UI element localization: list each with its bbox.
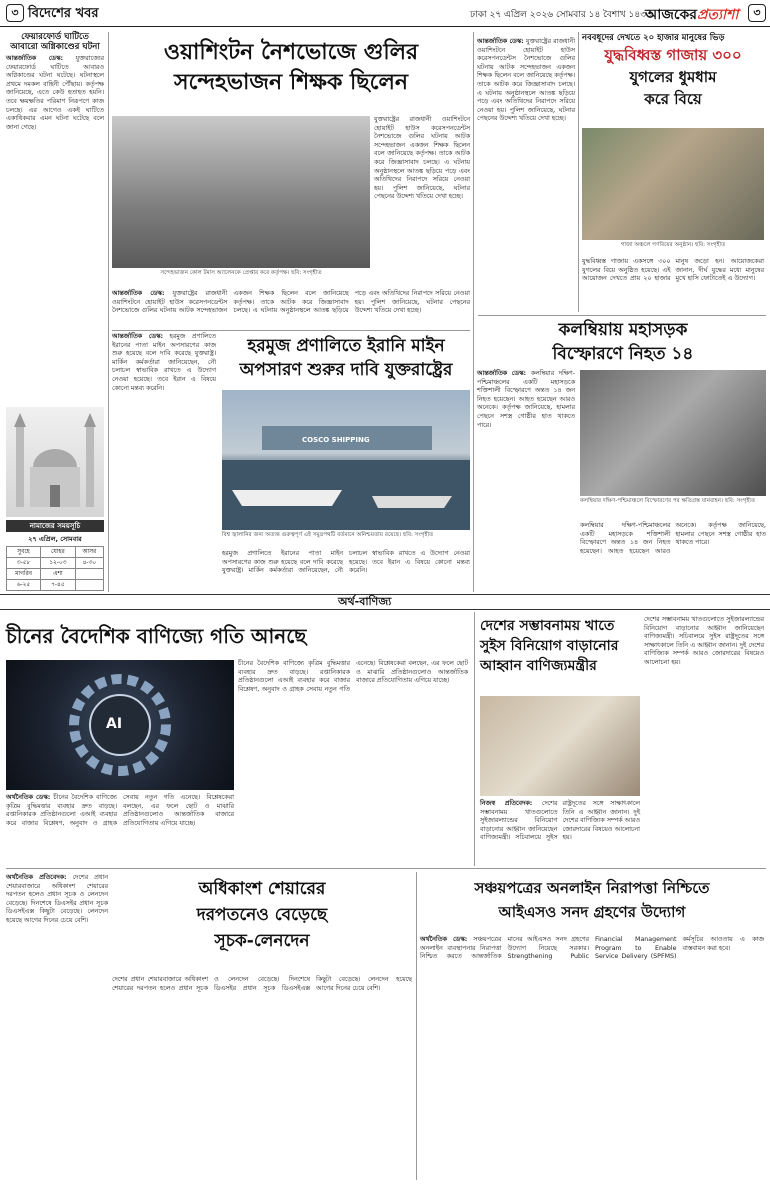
- lead-headline-line2: সন্দেহভাজন শিক্ষক ছিলেন: [173, 70, 408, 95]
- page-number-right: ৩: [748, 4, 766, 22]
- gaza-headline: [582, 32, 764, 124]
- ai-dateline: অর্থনৈতিক ডেস্ক:: [6, 794, 51, 801]
- swiss-dateline: নিজস্ব প্রতিবেদক:: [480, 800, 533, 807]
- left-column: [6, 32, 104, 592]
- savings-headline: [420, 876, 764, 932]
- lead-headline: [112, 38, 470, 114]
- savings-body: [420, 936, 764, 1179]
- hormuz-headline-line2: অপসারণ শুরুর দাবি যুক্তরাষ্ট্রের: [239, 360, 453, 380]
- left-headline: ফেয়ারফোর্ড ঘাটিতে আবারো অগ্নিকাণ্ডের ঘটনা: [10, 32, 100, 52]
- swiss-headline-line2: সুইস বিনিয়োগ বাড়ানোর: [480, 638, 619, 654]
- section-band: [0, 594, 770, 610]
- page-header: [0, 0, 770, 27]
- lead-body-bottom: [112, 290, 470, 328]
- lead-image: [112, 116, 370, 268]
- left-body: [6, 55, 104, 395]
- prayer-row: মাগরিব এশা: [7, 569, 104, 580]
- gaza-kicker: নববধূদের দেখতে ২০ হাজার মানুষের ভিড়: [582, 33, 725, 43]
- prayer-table: [6, 546, 104, 591]
- hormuz-body-bottom: হরমুজ প্রণালিতে ইরানের পাতা মাইন অপসারণের কাজ শুরু হয়েছে বলে দাবি করেছে যুক্তরাষ্ট্র। মার্কিন কর্মকর্তারা জানিয়েছেন, নৌ চলাচল স্বাভাবিক রাখতে এ উদ্যোগ নেওয়া হয়েছে। তবে ইরান এ বিষয়ে কোনো মন্তব্য করেনি।: [222, 550, 470, 575]
- colombia-headline-line1: কলম্বিয়ায় মহাসড়ক: [558, 320, 688, 340]
- share-headline-line1: অধিকাংশ শেয়ারের: [198, 879, 326, 899]
- swiss-body-text: দেশের সম্ভাবনাময় খাতগুলোতে সুইজারল্যান্ডের বিনিয়োগ বাড়ানোর আহ্বান জানিয়েছেন বাণিজ্যমন্ত্রী। সচিবালয়ে সুইস রাষ্ট্রদূতের সঙ্গে সাক্ষাৎকালে তিনি এ আহ্বান জানান। দুই দেশের বাণিজ্যিক সম্পর্ক আরও জোরদারের বিষয়েও আলোচনা হয়।: [480, 800, 640, 842]
- date-line: ঢাকা ২৭ এপ্রিল ২০২৬ সোমবার ১৪ বৈশাখ ১৪৩৩: [470, 10, 652, 20]
- page-number: ৩: [6, 4, 24, 22]
- swiss-body-right: দেশের সম্ভাবনাময় খাতগুলোতে সুইজারল্যান্ডের বিনিয়োগ বাড়ানোর আহ্বান জানিয়েছেন বাণিজ্যমন্ত্রী। সচিবালয়ে সুইস রাষ্ট্রদূতের সঙ্গে সাক্ষাৎকালে তিনি এ আহ্বান জানান। দুই দেশের বাণিজ্যিক সম্পর্ক আরও জোরদারের বিষয়েও আলোচনা হয়।: [644, 616, 764, 666]
- prayer-row: ৩-৫৮ ১২-০৩ ৪-৩০: [7, 558, 104, 569]
- swiss-headline-line1: দেশের সম্ভাবনাময় খাতে: [480, 618, 615, 634]
- hormuz-body-left: [112, 333, 216, 592]
- savings-headline-line2: আইএসও সনদ গ্রহণের উদ্যোগ: [498, 903, 686, 921]
- ai-body-right: চীনের বৈদেশিক বাণিজ্যে কৃত্রিম বুদ্ধিমত্তার ব্যবহার দ্রুত বাড়ছে। রপ্তানিকারক প্রতিষ্ঠানগুলো এআই ব্যবহার করে বাজার বিশ্লেষণ, অনুবাদ ও গ্রাহক সেবায় নতুন গতি এনেছে। বিশ্লেষকেরা বলছেন, এর ফলে ছোট ও মাঝারি প্রতিষ্ঠানগুলোও আন্তর্জাতিক বাজারে প্রতিযোগিতায় এগিয়ে যাচ্ছে।: [238, 660, 468, 693]
- left-body-text: যুক্তরাজ্যের ফেয়ারফোর্ড ঘাটিতে আবারও অগ্নিকাণ্ডের ঘটনা ঘটেছে। ঘটনাস্থলে প্রথমে দমকল বাহিনী পৌঁছায়। কর্তৃপক্ষ জানিয়েছে, এতে কেউ হতাহত হয়নি। তবে ক্ষয়ক্ষতির পরিমাণ নিরূপণে কাজ চলছে। এর আগেও একই ঘাটিতে একাধিকবার এমন ঘটনা ঘটেছে বলে জানা গেছে।: [6, 55, 104, 131]
- savings-body-text: সঞ্চয়পত্রের অনলাইন ব্যবস্থাপনার নিরাপত্তা নিশ্চিত করতে আন্তর্জাতিক মানের আইএসও সনদ গ্রহণের উদ্যোগ নিয়েছে সরকার। Strengthening Public Financial Management Program to Enable Service Delivery (SPFMS) কর্মসূচির আওতায় এ কাজ বাস্তবায়ন করা হবে।: [420, 936, 764, 961]
- ai-body-text: চীনের বৈদেশিক বাণিজ্যে কৃত্রিম বুদ্ধিমত্তার ব্যবহার দ্রুত বাড়ছে। রপ্তানিকারক প্রতিষ্ঠানগুলো এআই ব্যবহার করে বাজার বিশ্লেষণ, অনুবাদ ও গ্রাহক সেবায় নতুন গতি এনেছে। বিশ্লেষকেরা বলছেন, এর ফলে ছোট ও মাঝারি প্রতিষ্ঠানগুলোও আন্তর্জাতিক বাজারে প্রতিযোগিতায় এগিয়ে যাচ্ছে।: [6, 794, 234, 827]
- colombia-headline-line2: বিস্ফোরণে নিহত ১৪: [552, 344, 694, 364]
- hormuz-caption: বিশ্ব জ্বালানির জন্য অত্যন্ত গুরুত্বপূর্ণ এই সমুদ্রপথটি বর্তমানে অনিশ্চয়তায় রয়েছে। ছবি: সংগৃহীত: [222, 532, 434, 538]
- mid-column-body: আন্তর্জাতিক ডেস্ক: যুক্তরাষ্ট্রের রাজধানী ওয়াশিংটনে হোয়াইট হাউস করেসপনডেন্টস নৈশভোজে গুলির ঘটনায় আটক সন্দেহভাজন একজন শিক্ষক ছিলেন বলে জানিয়েছে কর্তৃপক্ষ। তাকে আটক করে জিজ্ঞাসাবাদ চলছে। এ ঘটনায় অনুষ্ঠানস্থলে আতঙ্ক ছড়িয়ে পড়ে এবং অতিথিদের নিরাপদে সরিয়ে নেওয়া হয়। পুলিশ জানিয়েছে, ঘটনার পেছনের উদ্দেশ্য খতিয়ে দেখা হচ্ছে।: [477, 38, 575, 123]
- left-dateline: আন্তর্জাতিক ডেস্ক:: [6, 55, 63, 62]
- lead-caption: সন্দেহভাজন কোল টমাস অ্যালেনকে প্রেপ্তার করে কর্তৃপক্ষ। ছবি: সংগৃহীত: [160, 270, 322, 276]
- share-body-text: দেশের প্রধান শেয়ারবাজারে অধিকাংশ শেয়ারের দরপতন হলেও প্রধান সূচক ও লেনদেন বেড়েছে। দিনশেষে ডিএসইর প্রধান সূচক ডিএসইএক্স কিছুটা বেড়েছে। লেনদেন হয়েছে আগের দিনের চেয়ে বেশি।: [6, 874, 108, 924]
- ship-icon: [222, 390, 470, 530]
- hormuz-body-text: হরমুজ প্রণালিতে ইরানের পাতা মাইন অপসারণের কাজ শুরু হয়েছে বলে দাবি করেছে যুক্তরাষ্ট্র। মার্কিন কর্মকর্তারা জানিয়েছেন, নৌ চলাচল স্বাভাবিক রাখতে এ উদ্যোগ নেওয়া হয়েছে। তবে ইরান এ বিষয়ে কোনো মন্তব্য করেনি।: [112, 333, 216, 392]
- ship-label: COSCO SHIPPING: [302, 436, 370, 444]
- hormuz-headline-line1: হরমুজ প্রণালিতে ইরানি মাইন: [247, 336, 445, 356]
- colombia-body-bottom: কলম্বিয়ার দক্ষিণ-পশ্চিমাঞ্চলের একটি মহাসড়কে শক্তিশালী বিস্ফোরণে অন্তত ১৪ জন নিহত হয়েছেন। আহত হয়েছেন আরও অনেকে। কর্তৃপক্ষ জানিয়েছে, হামলার পেছনে সশস্ত্র গোষ্ঠীর হাত থাকতে পারে।: [580, 522, 766, 555]
- section-title: বিদেশের খবর: [28, 6, 99, 21]
- savings-dateline: অর্থনৈতিক ডেস্ক:: [420, 936, 468, 943]
- colombia-headline: [482, 318, 764, 368]
- paper-name-prefix: আজকের: [645, 7, 697, 23]
- hormuz-headline: [222, 334, 470, 384]
- prayer-title: নামাজের সময়সূচি: [6, 520, 104, 532]
- colombia-body-text: কলম্বিয়ার দক্ষিণ-পশ্চিমাঞ্চলের একটি মহাসড়কে শক্তিশালী বিস্ফোরণে অন্তত ১৪ জন নিহত হয়েছেন। আহত হয়েছেন আরও অনেকে। কর্তৃপক্ষ জানিয়েছে, হামলার পেছনে সশস্ত্র গোষ্ঠীর হাত থাকতে পারে।: [477, 370, 575, 429]
- hormuz-image: [222, 390, 470, 530]
- mosque-image: [6, 407, 104, 517]
- mosque-icon: [6, 407, 104, 517]
- ai-headline: চীনের বৈদেশিক বাণিজ্যে গতি আনছে: [6, 624, 307, 648]
- colombia-caption: কলম্বিয়ার দক্ষিণ-পশ্চিমাঞ্চলে বিস্ফোরণের পর ক্ষতিগ্রস্ত যানবাহন। ছবি: সংগৃহীত: [580, 498, 756, 504]
- swiss-body: [480, 800, 640, 864]
- share-headline: [112, 876, 412, 970]
- colombia-body-left: [477, 370, 575, 592]
- lead-headline-line1: ওয়াশিংটন নৈশভোজে গুলির: [163, 40, 419, 65]
- swiss-image: [480, 696, 640, 796]
- lead-dateline: আন্তর্জাতিক ডেস্ক:: [112, 290, 165, 297]
- swiss-headline: [480, 616, 640, 692]
- share-body-left: [6, 874, 108, 1179]
- prayer-row: ৬-২৫ ৭-৪৫: [7, 580, 104, 591]
- ai-body-bottom: [6, 794, 234, 864]
- share-headline-line2: দরপতনেও বেড়েছে: [196, 905, 328, 925]
- prayer-row: সুবহে যোহর আসর: [7, 547, 104, 558]
- lead-body-text: যুক্তরাষ্ট্রের রাজধানী ওয়াশিংটনে হোয়াইট হাউস করেসপনডেন্টস নৈশভোজে গুলির ঘটনায় আটক সন্দেহভাজন একজন শিক্ষক ছিলেন বলে জানিয়েছে কর্তৃপক্ষ। তাকে আটক করে জিজ্ঞাসাবাদ চলছে। এ ঘটনায় অনুষ্ঠানস্থলে আতঙ্ক ছড়িয়ে পড়ে এবং অতিথিদের নিরাপদে সরিয়ে নেওয়া হয়। পুলিশ জানিয়েছে, ঘটনার পেছনের উদ্দেশ্য খতিয়ে দেখা হচ্ছে।: [112, 290, 470, 315]
- share-body-bottom: দেশের প্রধান শেয়ারবাজারে অধিকাংশ শেয়ারের দরপতন হলেও প্রধান সূচক ও লেনদেন বেড়েছে। দিনশেষে ডিএসইর প্রধান সূচক ডিএসইএক্স কিছুটা বেড়েছে। লেনদেন হয়েছে আগের দিনের চেয়ে বেশি।: [112, 976, 412, 992]
- lead-body-right: যুক্তরাষ্ট্রের রাজধানী ওয়াশিংটনে হোয়াইট হাউস করেসপনডেন্টস নৈশভোজে গুলির ঘটনায় আটক সন্দেহভাজন একজন শিক্ষক ছিলেন বলে জানিয়েছে কর্তৃপক্ষ। তাকে আটক করে জিজ্ঞাসাবাদ চলছে। এ ঘটনায় অনুষ্ঠানস্থলে আতঙ্ক ছড়িয়ে পড়ে এবং অতিথিদের নিরাপদে সরিয়ে নেওয়া হয়। পুলিশ জানিয়েছে, ঘটনার পেছনের উদ্দেশ্য খতিয়ে দেখা হচ্ছে।: [374, 116, 470, 201]
- ai-label: AI: [106, 716, 123, 732]
- gaza-body: যুদ্ধবিধ্বস্ত গাজায় একসঙ্গে ৩০০ যুগলের বিয়ে অনুষ্ঠিত হয়েছে। এই আয়োজন দেখতে প্রায় ২০ হাজার মানুষ জড়ো হন। আয়োজকেরা জানান, দীর্ঘ যুদ্ধের মধ্যে মানুষের মুখে হাসি ফোটাতেই এ উদ্যোগ।: [582, 258, 764, 283]
- prayer-date: ২৭ এপ্রিল, সোমবার: [28, 535, 82, 543]
- ai-image: [6, 660, 234, 790]
- gaza-headline-line3: করে বিয়ে: [644, 90, 702, 108]
- swiss-headline-line3: আহ্বান বাণিজ্যমন্ত্রীর: [480, 658, 597, 674]
- gaza-caption: গাজা অঞ্চলে গণবিয়ের অনুষ্ঠান। ছবি: সংগৃহীত: [620, 242, 726, 248]
- gaza-headline-line2: যুগলের ধুমধাম: [629, 68, 717, 86]
- savings-headline-line1: সঞ্চয়পত্রের অনলাইন নিরাপত্তা নিশ্চিতে: [474, 879, 710, 897]
- share-dateline: অর্থনৈতিক প্রতিবেদক:: [6, 874, 67, 881]
- paper-name: [645, 3, 738, 27]
- share-headline-line3: সূচক-লেনদেন: [214, 931, 310, 951]
- paper-name-accent: প্রত্যাশা: [696, 7, 739, 23]
- gaza-image: [582, 128, 764, 240]
- section-band-label: অর্থ-বাণিজ্য: [330, 595, 399, 609]
- colombia-dateline: আন্তর্জাতিক ডেস্ক:: [477, 370, 527, 377]
- gaza-headline-line1: যুদ্ধবিধ্বস্ত গাজায় ৩০০: [604, 46, 742, 64]
- hormuz-dateline: আন্তর্জাতিক ডেস্ক:: [112, 333, 164, 340]
- colombia-image: [580, 370, 766, 496]
